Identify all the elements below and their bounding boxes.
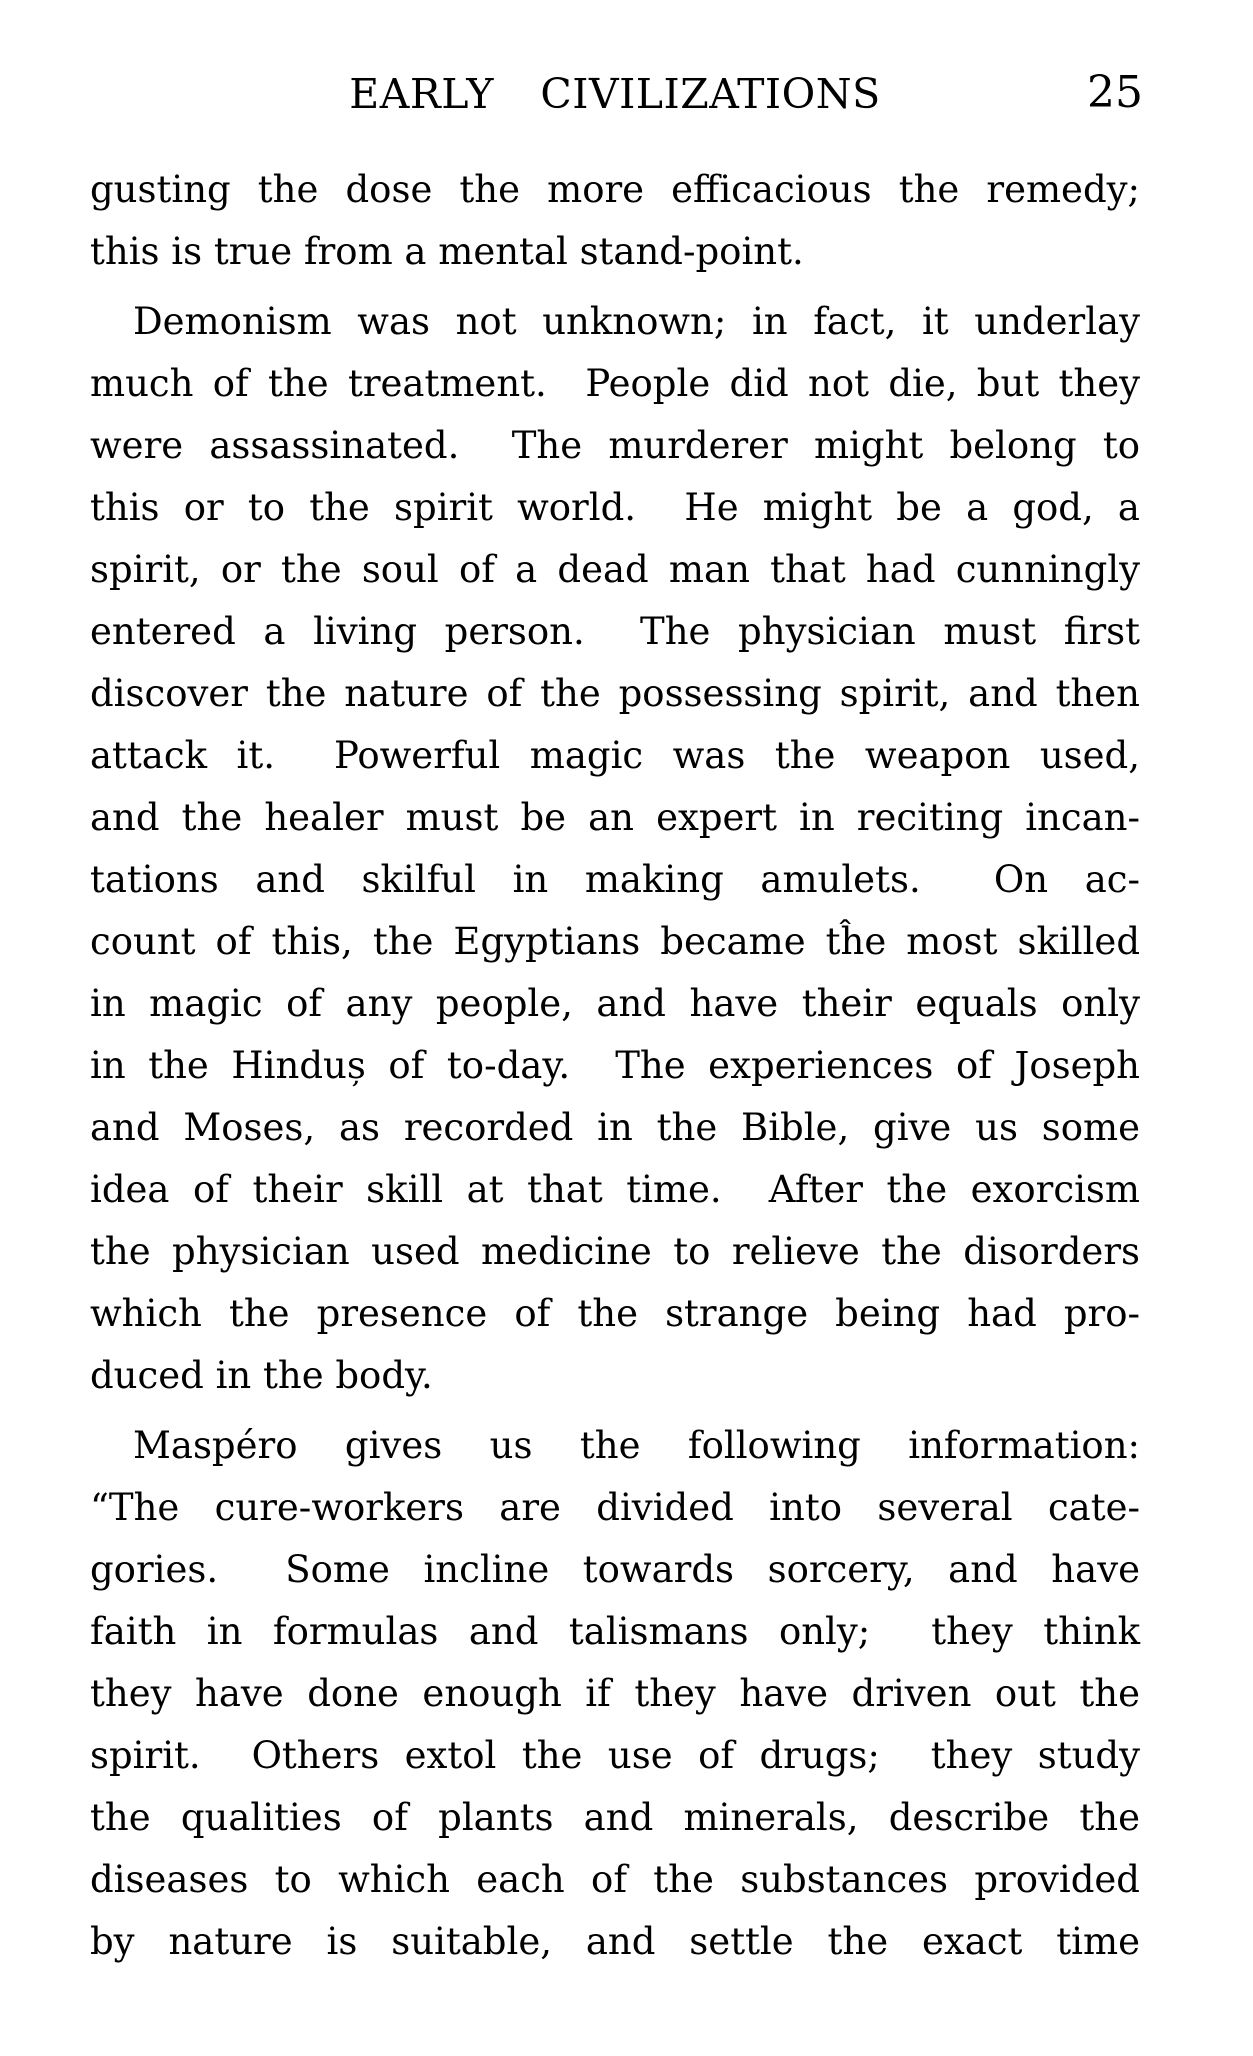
text-line: spirit, or the soul of a dead man that had cunningly [90, 548, 1140, 591]
text-line: discover the nature of the possessing spirit, and then [90, 672, 1140, 715]
text-line: and Moses, as recorded in the Bible, give us some [90, 1106, 1140, 1149]
page-number: 25 [1087, 67, 1143, 118]
text-line: were assassinated. The murderer might belong to [90, 424, 1140, 467]
text-line: in the Hinduș of to-day. The experiences of Joseph [90, 1044, 1140, 1087]
text-line: faith in formulas and talismans only; they think [90, 1610, 1140, 1653]
text-line: and the healer must be an expert in reciting incan- [90, 796, 1140, 839]
text-line: gusting the dose the more efficacious the remedy; [90, 168, 1140, 211]
text-line: which the presence of the strange being had pro- [90, 1292, 1140, 1335]
page-header [0, 0, 1253, 140]
text-line: Maspéro gives us the following information: [133, 1424, 1140, 1467]
text-line: Demonism was not unknown; in fact, it underlay [133, 300, 1140, 343]
text-line: tations and skilful in making amulets. On ac- [90, 858, 1140, 901]
paragraph [90, 1415, 1140, 1973]
text-line: attack it. Powerful magic was the weapon used, [90, 734, 1140, 777]
text-line: “The cure-workers are divided into several cate- [90, 1486, 1140, 1529]
text-line: the qualities of plants and minerals, describe the [90, 1796, 1140, 1839]
paragraph [90, 159, 1140, 283]
text-line: this or to the spirit world. He might be a god, a [90, 486, 1140, 529]
text-line: the physician used medicine to relieve the disorders [90, 1230, 1140, 1273]
text-line: much of the treatment. People did not die, but they [90, 362, 1140, 405]
text-line: entered a living person. The physician must first [90, 610, 1140, 653]
text-line: idea of their skill at that time. After the exorcism [90, 1168, 1140, 1211]
paragraph [90, 291, 1140, 1407]
text-line: by nature is suitable, and settle the exact time [90, 1920, 1140, 1963]
text-line: gories. Some incline towards sorcery, and have [90, 1548, 1140, 1591]
running-head-title: EARLY CIVILIZATIONS [349, 70, 881, 118]
text-line: in magic of any people, and have their equals only [90, 982, 1140, 1025]
text-line: spirit. Others extol the use of drugs; they study [90, 1734, 1140, 1777]
text-line: they have done enough if they have driven out the [90, 1672, 1140, 1715]
text-line: count of this, the Egyptians became tĥe most skilled [90, 920, 1140, 963]
text-line: duced in the body. [90, 1354, 433, 1397]
text-line: this is true from a mental stand-point. [90, 230, 804, 273]
text-line: diseases to which each of the substances provided [90, 1858, 1140, 1901]
page-text [90, 159, 1140, 1973]
